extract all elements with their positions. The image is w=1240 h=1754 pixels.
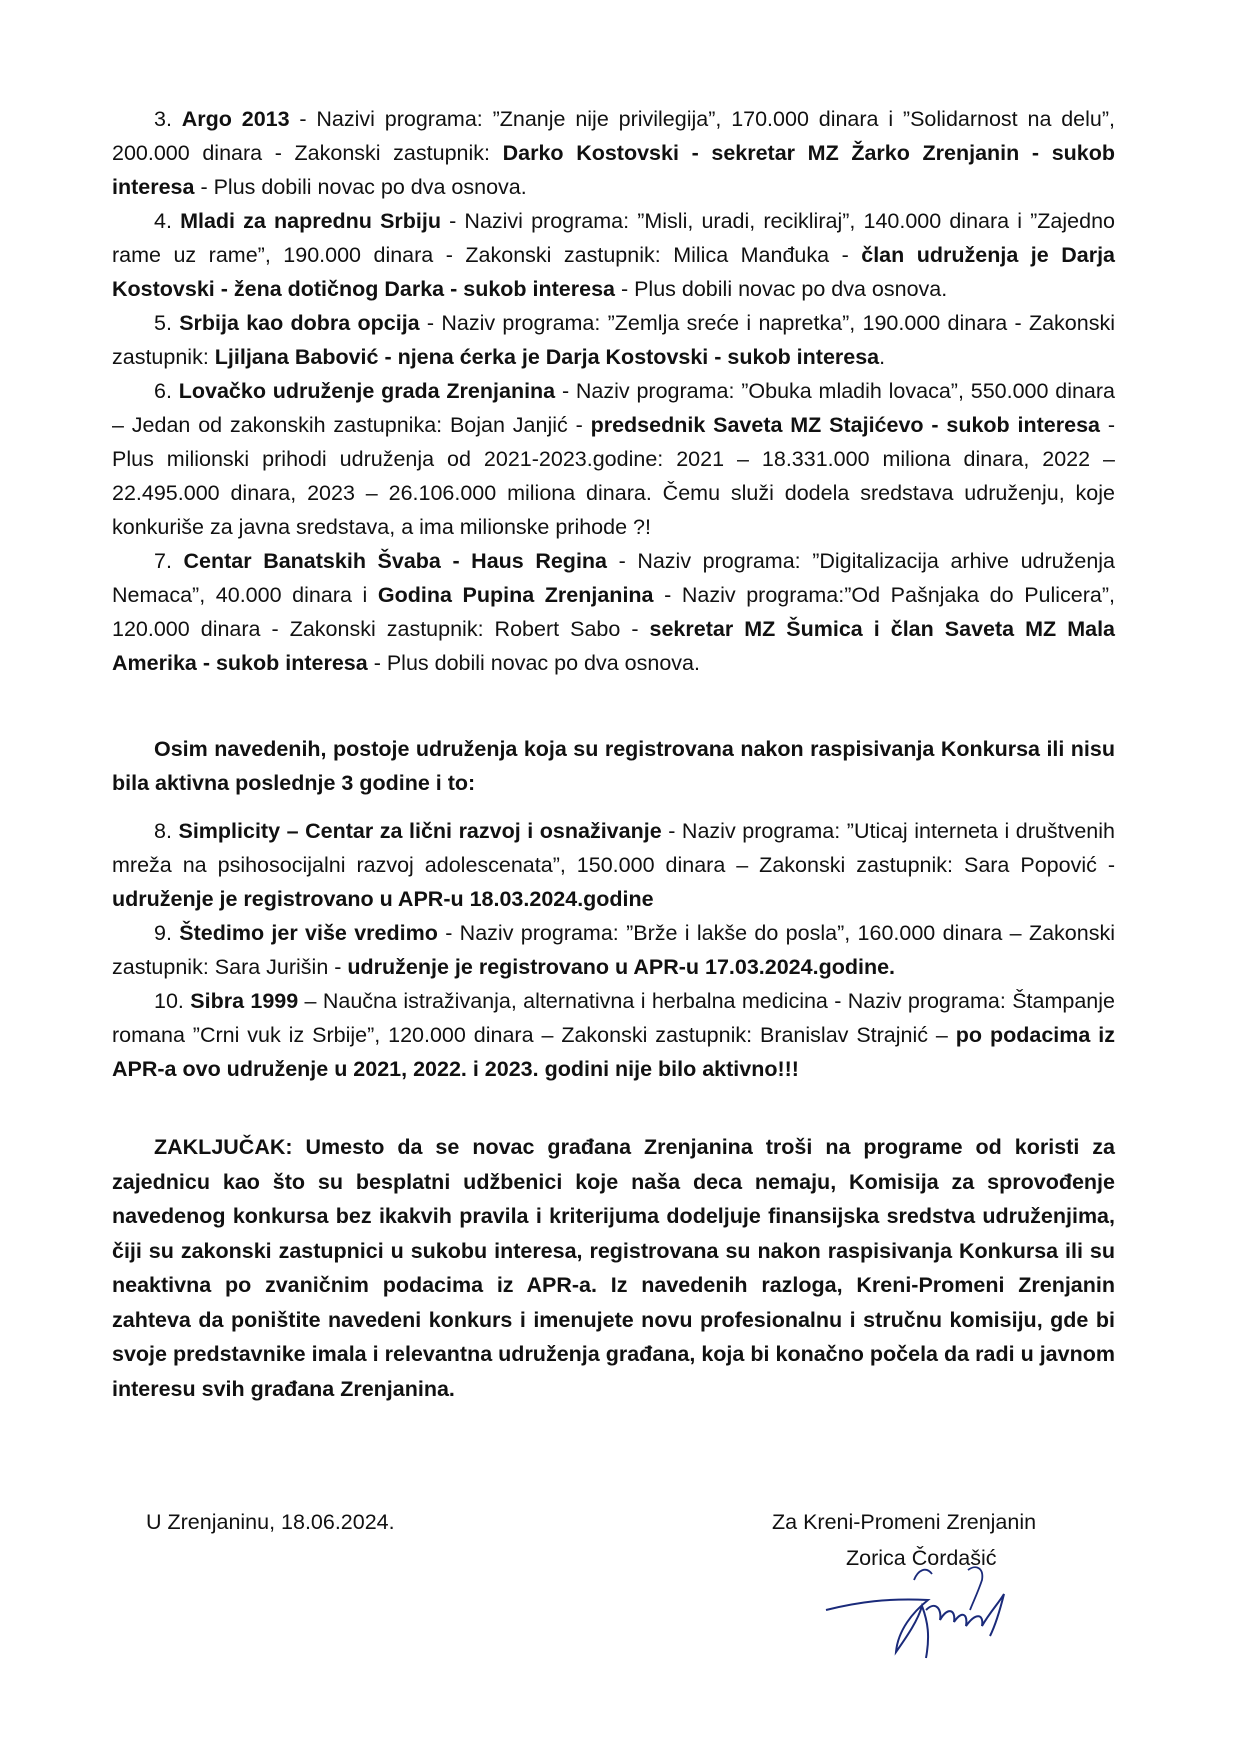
document-body [112,102,1115,1406]
bold-text: Sibra 1999 [190,989,299,1013]
item-number: 8. [154,819,179,843]
item-text: - Naziv programa: ”Digitalizacija arhive udruženja Nemaca”, 40.000 dinara i [112,549,1116,607]
item-text: - Plus milionski prihodi udruženja od 2021-2023.godine: 2021 – 18.331.000 miliona dinara, 2022 – 22.495.000 dinara, 2023 – 26.106.000 miliona dinara. Čemu služi dodela sredstava udruženju, koje konkuriše za javna sredstava, a ima milionske prihode ?! [112,413,1115,539]
list-item [112,984,1115,1086]
bold-text: Štedimo jer više vredimo [179,921,438,945]
bold-text: Lovačko udruženje grada Zrenjanina [178,379,556,403]
item-number: 6. [154,379,179,403]
bold-text: Ljiljana Babović - njena ćerka je Darja Kostovski - sukob interesa [214,345,880,369]
item-text: - Naziv programa: ”Brže i lakše do posla”, 160.000 dinara – Zakonski zastupnik: Sara Jurišin - [112,921,1116,979]
bold-text: predsednik Saveta MZ Stajićevo - sukob interesa [590,413,1100,437]
list-item [112,814,1115,916]
signature-organization: Za Kreni-Promeni Zrenjanin [772,1510,1037,1534]
bold-text: Srbija kao dobra opcija [179,311,420,335]
list-item [112,544,1115,680]
conclusion-paragraph: ZAKLJUČAK: Umesto da se novac građana Zrenjanina troši na programe od koristi za zajednicu kao što su besplatni udžbenici koje naša deca nemaju, Komisija za sprovođenje navedenog konkursa bez ikakvih pravila i kriterijuma dodeljuje finansijska sredstva udruženjima, čiji su zakonski zastupnici u sukobu interesa, registrovana su nakon raspisivanja Konkursa ili su neaktivna po zvaničnim podacima iz APR-a. Iz navedenih razloga, Kreni-Promeni Zrenjanin zahteva da poništite navedeni konkurs i imenujete novu profesionalnu i stručnu komisiju, gde bi svoje predstavnike imala i relevantna udruženja građana, koja bi konačno počela da radi u javnom interesu svih građana Zrenjanina. [112,1135,1115,1401]
list-item [112,204,1115,306]
item-text: - Naziv programa:”Od Pašnjaka do Pulicera”, 120.000 dinara - Zakonski zastupnik: Robert Sabo - [112,583,1116,641]
item-text: – Naučna istraživanja, alternativna i herbalna medicina - Naziv programa: Štampanje romana ”Crni vuk iz Srbije”, 120.000 dinara – Zakonski zastupnik: Branislav Strajnić – [112,989,1115,1047]
items-list-1 [112,102,1115,680]
item-number: 9. [154,921,180,945]
handwritten-signature [818,1540,1028,1680]
list-item [112,374,1115,544]
item-text: - Nazivi programa: ”Misli, uradi, recikliraj”, 140.000 dinara i ”Zajedno rame uz rame”, 190.000 dinara - Zakonski zastupnik: Milica Manđuka - [112,209,1115,267]
item-text: - Nazivi programa: ”Znanje nije privilegija”, 170.000 dinara i ”Solidarnost na delu”, 200.000 dinara - Zakonski zastupnik: [112,107,1116,165]
bold-text: Mladi za naprednu Srbiju [180,209,441,233]
item-number: 10. [154,989,191,1013]
bold-text: po podacima iz APR-a ovo udruženje u 2021, 2022. i 2023. godini nije bilo aktivno!!! [112,1023,1115,1081]
item-text: - Naziv programa: ”Obuka mladih lovaca”, 550.000 dinara – Jedan od zakonskih zastupnika: Bojan Janjić - [112,379,1116,437]
list-item [112,306,1115,374]
bold-text: Godina Pupina Zrenjanina [377,583,654,607]
item-number: 5. [154,311,180,335]
item-text: . [879,345,886,369]
item-text: - Naziv programa: ”Uticaj interneta i društvenih mreža na psihosocijalni razvoj adolescenata”, 150.000 dinara – Zakonski zastupnik: Sara Popović - [112,819,1115,877]
item-number: 7. [154,549,184,573]
item-text: - Naziv programa: ”Zemlja sreće i napretka”, 190.000 dinara - Zakonski zastupnik: [112,311,1115,369]
bold-text: Darko Kostovski - sekretar MZ Žarko Zrenjanin - sukob interesa [112,141,1116,199]
item-number: 4. [154,209,181,233]
document-footer [0,1510,1240,1710]
list-item [112,916,1115,984]
list-item [112,102,1115,204]
item-text: - Plus dobili novac po dva osnova. [194,175,527,199]
place-date: U Zrenjaninu, 18.06.2024. [146,1510,395,1534]
bold-text: sekretar MZ Šumica i član Saveta MZ Mala Amerika - sukob interesa [112,617,1115,675]
bold-text: udruženje je registrovano u APR-u 17.03.2024.godine. [347,955,896,979]
item-text: - Plus dobili novac po dva osnova. [614,277,948,301]
bold-text: udruženje je registrovano u APR-u 18.03.2024.godine [112,887,654,911]
item-text: - Plus dobili novac po dva osnova. [367,651,700,675]
bold-text: Centar Banatskih Švaba - Haus Regina [183,549,608,573]
intro-paragraph: Osim navedenih, postoje udruženja koja su registrovana nakon raspisivanja Konkursa ili nisu bila aktivna poslednje 3 godine i to: [112,737,1115,795]
bold-text: Argo 2013 [181,107,290,131]
item-number: 3. [154,107,182,131]
bold-text: Simplicity – Centar za lični razvoj i osnaživanje [178,819,662,843]
bold-text: član udruženja je Darja Kostovski - žena dotičnog Darka - sukob interesa [112,243,1115,301]
signatory-name: Zorica Čordašić [846,1546,997,1570]
items-list-2 [112,814,1115,1086]
